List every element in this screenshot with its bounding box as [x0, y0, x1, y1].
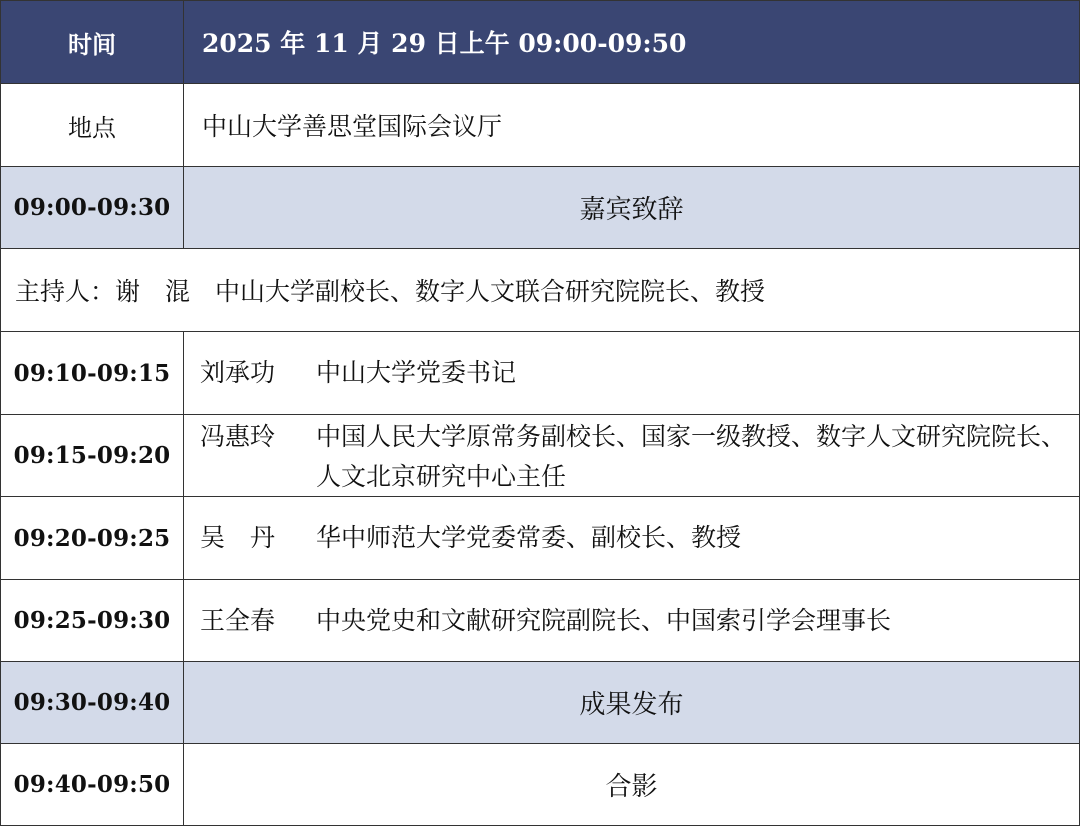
speaker-title: 华中师范大学党委常委、副校长、教授 — [316, 523, 742, 552]
session-row-welcome — [1, 167, 1079, 249]
speaker-info — [184, 332, 1079, 414]
session-time: 09:00-09:30 — [1, 167, 184, 248]
speaker-info — [184, 497, 1079, 579]
venue-row — [1, 84, 1079, 167]
session-time: 09:30-09:40 — [1, 662, 184, 743]
session-row-photo — [1, 744, 1079, 825]
header-label: 时间 — [1, 1, 184, 83]
speaker-title: 中央党史和文献研究院副院长、中国索引学会理事长 — [316, 605, 892, 635]
session-title: 嘉宾致辞 — [579, 195, 684, 225]
speaker-time: 09:10-09:15 — [1, 332, 184, 414]
speaker-name: 吴 丹 — [200, 523, 276, 552]
host-row — [1, 249, 1079, 332]
speaker-name: 冯惠玲 — [200, 422, 276, 451]
speaker-title: 中山大学党委书记 — [316, 358, 517, 387]
venue-label: 地点 — [1, 84, 184, 166]
speaker-row — [1, 415, 1079, 497]
session-row-release — [1, 662, 1079, 744]
host-text: 主持人：谢 混 中山大学副校长、数字人文联合研究院院长、教授 — [15, 277, 766, 306]
header-date: 2025 年 11 月 29 日上午 09:00-09:50 — [202, 29, 687, 58]
speaker-title: 中国人民大学原常务副校长、国家一级教授、数字人文研究院院长、人文北京研究中心主任 — [316, 422, 1067, 491]
speaker-row — [1, 580, 1079, 662]
session-title: 成果发布 — [579, 690, 684, 720]
speaker-row — [1, 497, 1079, 580]
speaker-name: 王全春 — [200, 605, 276, 635]
speaker-time: 09:25-09:30 — [1, 580, 184, 661]
speaker-row — [1, 332, 1079, 415]
speaker-time: 09:15-09:20 — [1, 415, 184, 496]
speaker-info — [184, 580, 1079, 661]
speaker-time: 09:20-09:25 — [1, 497, 184, 579]
table-header-row — [1, 1, 1079, 84]
speaker-info — [184, 415, 1079, 496]
venue-value: 中山大学善思堂国际会议厅 — [202, 112, 503, 141]
speaker-name: 刘承功 — [200, 358, 276, 387]
session-title: 合影 — [605, 772, 658, 802]
session-time: 09:40-09:50 — [1, 744, 184, 825]
